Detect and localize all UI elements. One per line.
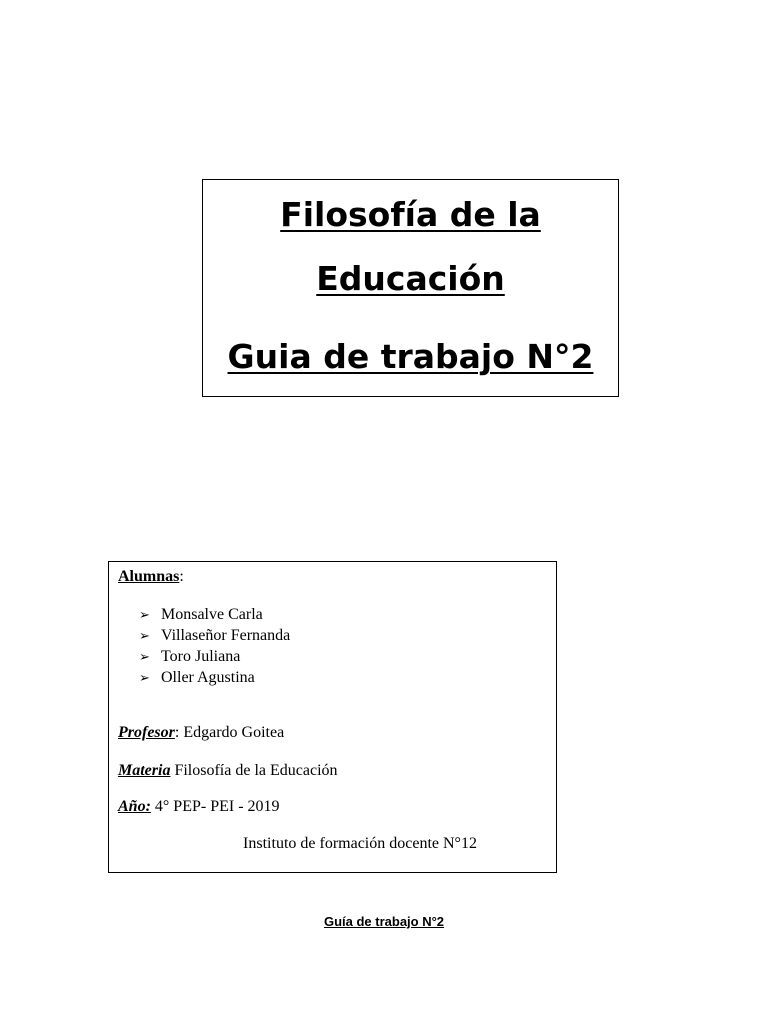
arrow-bullet-icon: ➢ [139, 649, 150, 664]
title-box [202, 179, 619, 397]
alumna-name: Monsalve Carla [161, 606, 263, 623]
list-item [139, 667, 290, 688]
title-line-3: Guia de trabajo N°2 [227, 337, 594, 376]
alumnas-colon: : [179, 568, 184, 585]
arrow-bullet-icon: ➢ [139, 670, 150, 685]
arrow-bullet-icon: ➢ [139, 607, 150, 622]
title-line-2: Educación [316, 259, 505, 298]
materia-label: Materia [118, 762, 171, 779]
anio-value: 4° PEP- PEI - 2019 [150, 798, 280, 815]
alumna-name: Villaseñor Fernanda [161, 627, 291, 644]
list-item [139, 646, 290, 667]
alumnas-label: Alumnas [118, 568, 180, 585]
anio-label: Año: [118, 798, 151, 815]
alumnas-list [139, 604, 290, 688]
alumnas-heading [118, 568, 184, 586]
anio-row [118, 798, 280, 816]
profesor-row [118, 724, 284, 742]
alumna-name: Toro Juliana [161, 648, 241, 665]
materia-row [118, 762, 338, 780]
footer-title [0, 914, 768, 929]
profesor-label: Profesor [118, 724, 175, 741]
alumna-name: Oller Agustina [161, 669, 255, 686]
info-box [108, 561, 557, 873]
title-line-1: Filosofía de la [280, 195, 541, 234]
footer-title-text: Guía de trabajo N°2 [323, 914, 445, 929]
list-item [139, 604, 290, 625]
instituto-line: Instituto de formación docente N°12 [243, 835, 477, 852]
arrow-bullet-icon: ➢ [139, 628, 150, 643]
materia-value: Filosofía de la Educación [170, 762, 338, 779]
list-item [139, 625, 290, 646]
profesor-value: : Edgardo Goitea [174, 724, 285, 741]
